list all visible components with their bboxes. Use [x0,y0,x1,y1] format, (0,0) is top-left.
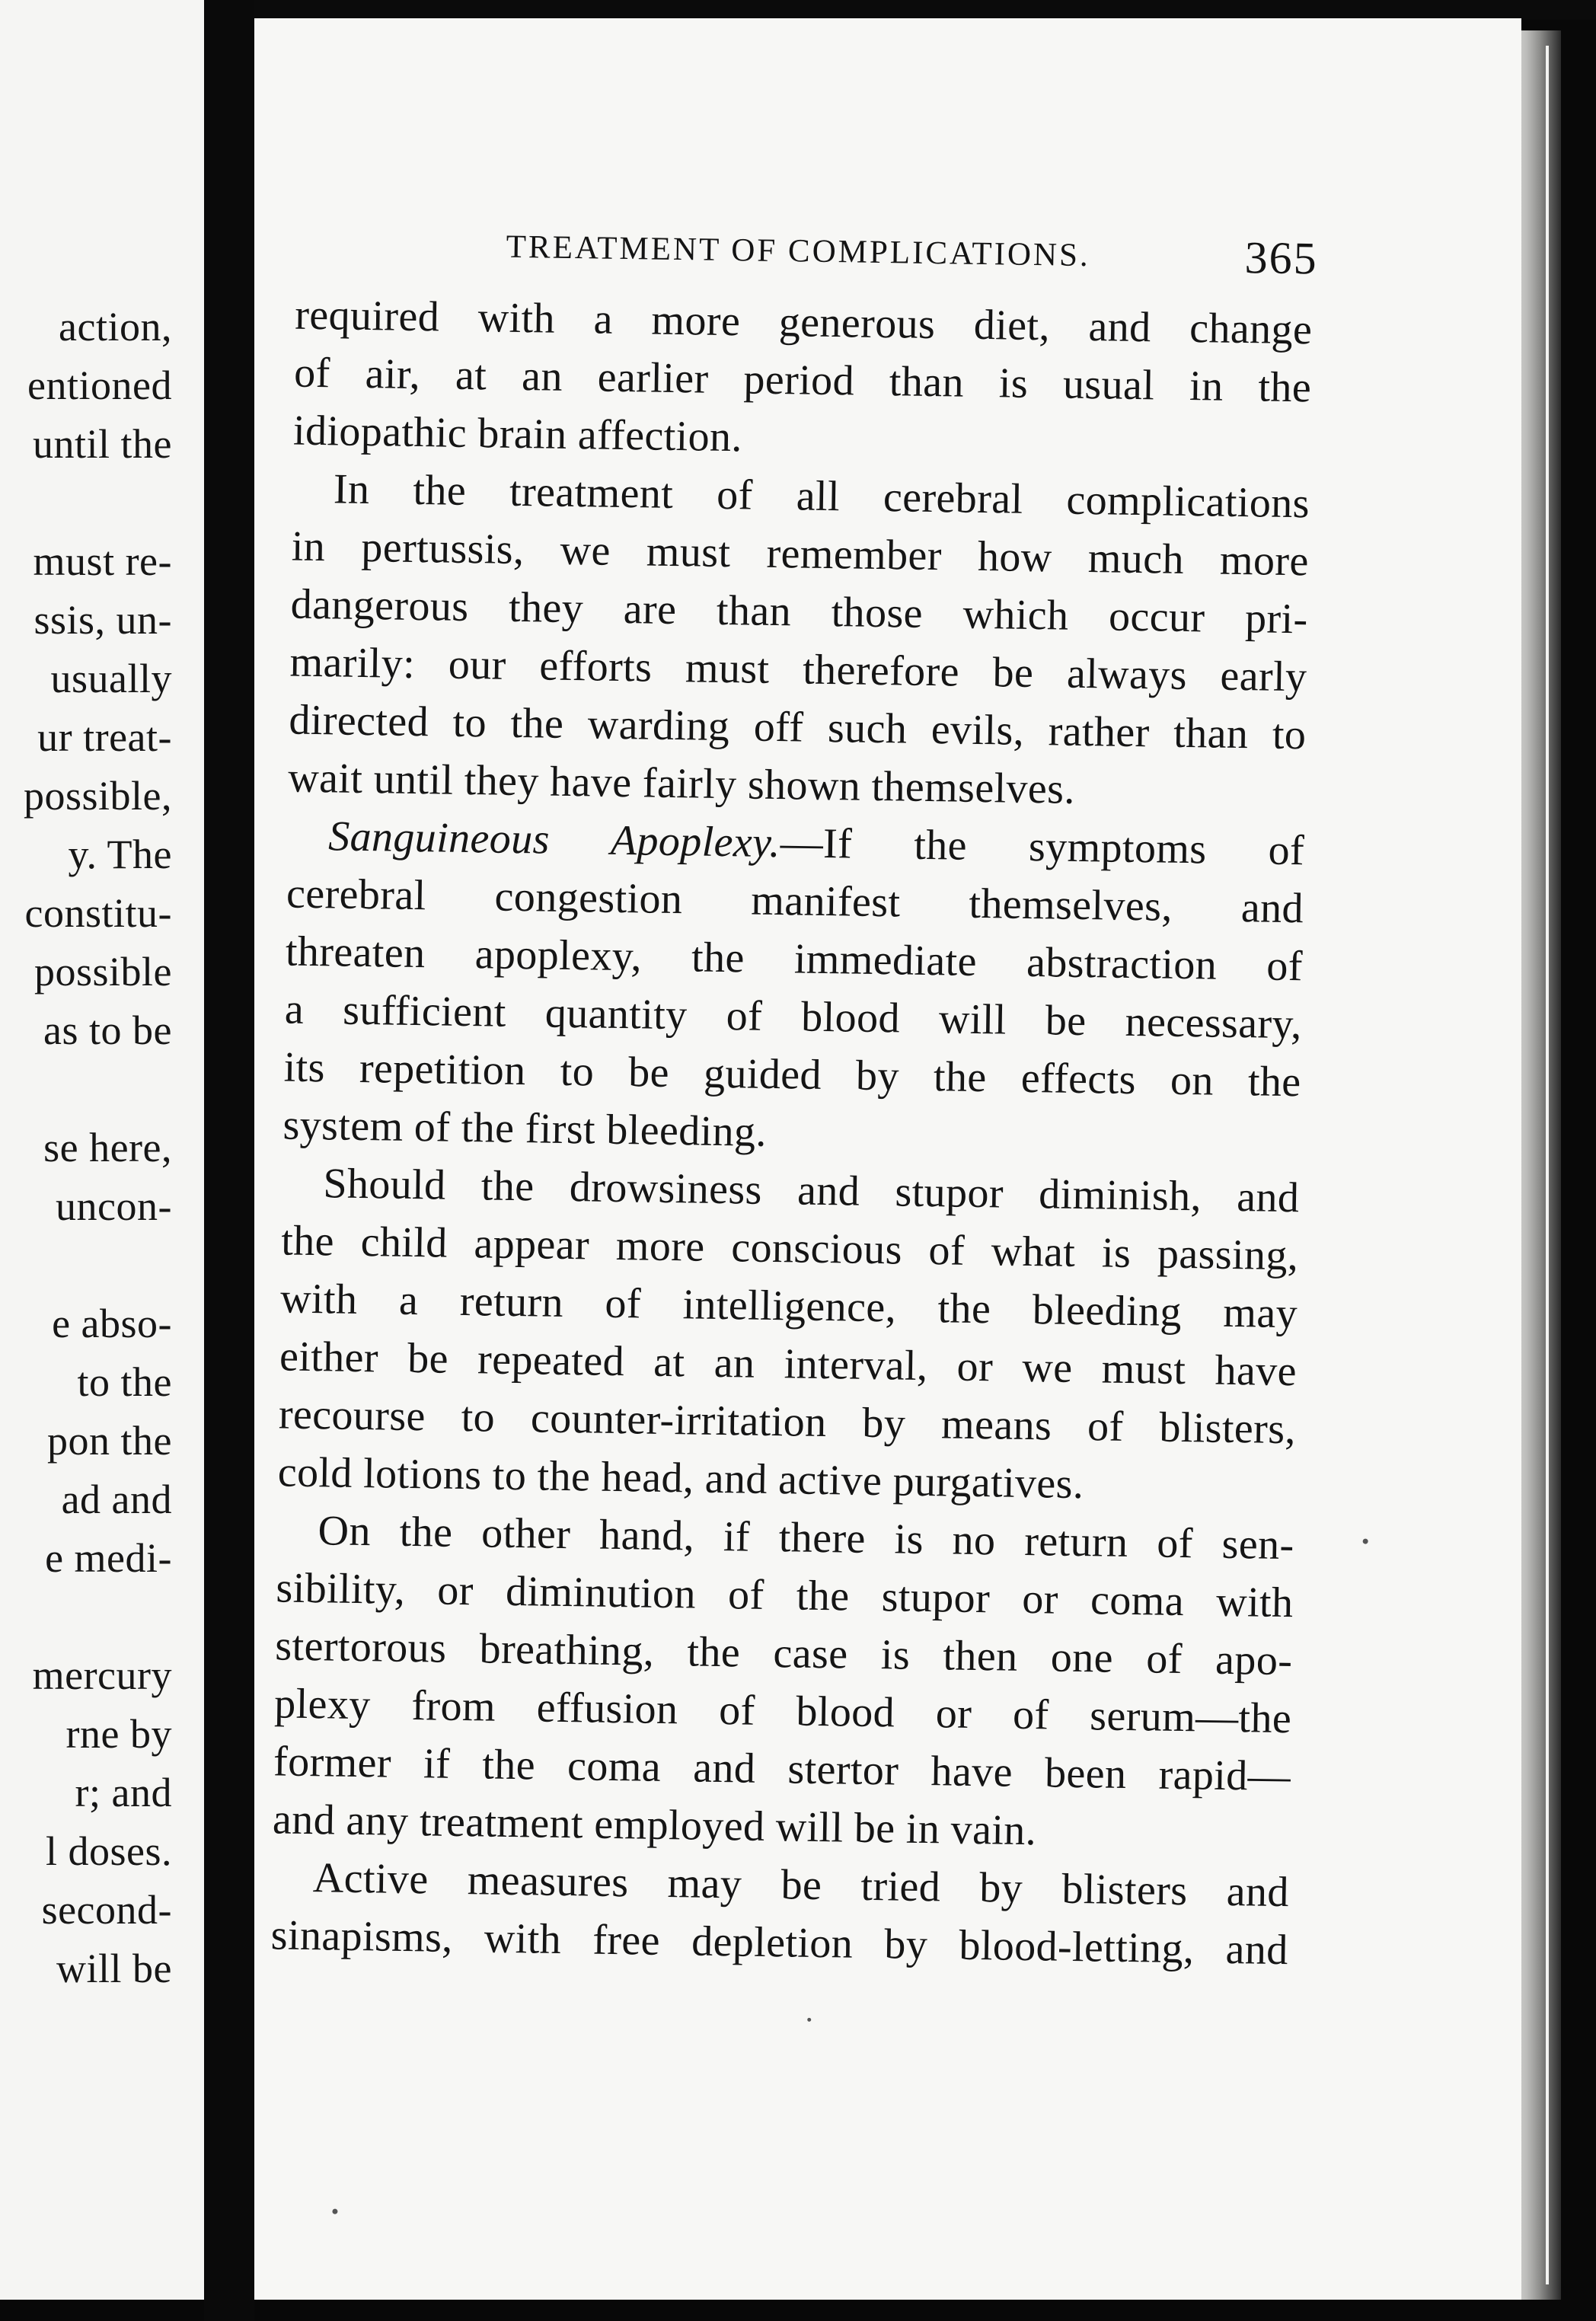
left-page-line: l doses. [46,1828,172,1874]
left-page-line: y. The [68,832,172,877]
text-line: directed to the warding off such evils, rather than to [289,696,1307,759]
scan-border-top [254,0,1596,20]
text-line: Should the drowsiness and stupor diminish, and [323,1160,1300,1222]
left-page-line: to the [77,1359,172,1405]
left-page-line: constitu- [24,890,172,936]
text-line: recourse to counter-irritation by means of blisters, [278,1390,1297,1454]
left-page-line: entioned [27,362,172,408]
running-title: TREATMENT OF COMPLICATIONS. [506,228,1091,274]
body-text [270,286,1313,1980]
left-page-line: second- [41,1887,172,1933]
text-line: cerebral congestion manifest themselves, and [286,870,1304,933]
text-line: the child appear more conscious of what is passing, [280,1217,1299,1280]
left-page-line: pon the [47,1418,172,1464]
left-page-line: e abso- [52,1301,172,1346]
text-line: system of the first bleeding. [282,1101,768,1156]
text-line: its repetition to be guided by the effects on the [283,1043,1302,1106]
paper-speck [332,2209,337,2214]
text-line: In the treatment of all cerebral complications [333,465,1310,528]
page-edge-highlight [1546,46,1549,2284]
text-line: dangerous they are than those which occur pri- [290,580,1309,643]
paper-speck [1363,1539,1368,1544]
left-page-line: action, [59,304,172,350]
text-line: marily: our efforts must therefore be always early [289,638,1307,701]
left-page-line: ad and [61,1477,172,1522]
left-page-line: uncon- [56,1183,172,1229]
text-line: of air, at an earlier period than is usual in the [293,349,1312,412]
text-line: plexy from effusion of blood or of serum—the [273,1680,1292,1743]
left-page-line: as to be [43,1007,172,1053]
left-page-fragment [0,0,206,2300]
left-page-line: se here, [43,1125,172,1170]
left-page-line: ssis, un- [34,597,172,643]
book-gutter [204,0,254,2321]
text-line: in pertussis, we must remember how much more [291,522,1310,586]
text-line: with a return of intelligence, the bleeding may [279,1275,1298,1338]
left-page-line: must re- [33,538,172,584]
text-line: Active measures may be tried by blisters and [312,1854,1290,1917]
left-page-line: ur treat- [37,714,172,760]
left-page-line: possible [34,949,172,994]
text-line: a sufficient quantity of blood will be necessary, [284,985,1303,1049]
text-line: On the other hand, if there is no return of sen- [318,1507,1295,1569]
left-page-line: possible, [23,773,172,819]
text-line: either be repeated at an interval, or we must have [279,1333,1298,1396]
text-line: stertorous breathing, the case is then one of apo- [274,1622,1293,1685]
text-line: sibility, or diminution of the stupor or coma with [276,1564,1294,1627]
page-body [254,18,1521,2299]
text-line: wait until they have fairly shown themselves. [287,754,1076,813]
left-page-line: usually [50,656,172,701]
text-line: former if the coma and stertor have been rapid— [273,1738,1291,1801]
text-line: required with a more generous diet, and change [294,291,1313,354]
left-page-line: e medi- [45,1535,172,1581]
page-number: 365 [1244,232,1319,284]
section-heading-apoplexy: Sanguineous Apoplexy. [327,813,781,867]
text-run: —If the symptoms of [780,819,1305,875]
text-line: threaten apoplexy, the immediate abstraction of [285,927,1304,991]
left-page-line: mercury [32,1652,172,1698]
text-line: sinapisms, with free depletion by blood-letting, and [270,1911,1289,1975]
left-page-line: will be [56,1946,172,1991]
left-page-line: r; and [75,1770,172,1815]
text-line: idiopathic brain affection. [292,407,743,461]
text-line: and any treatment employed will be in vain. [272,1796,1037,1855]
text-line: cold lotions to the head, and active purgatives. [277,1448,1084,1508]
left-page-line: until the [33,421,172,467]
left-page-line: rne by [65,1711,172,1757]
paper-speck [807,2018,811,2022]
main-page [254,18,1521,2300]
